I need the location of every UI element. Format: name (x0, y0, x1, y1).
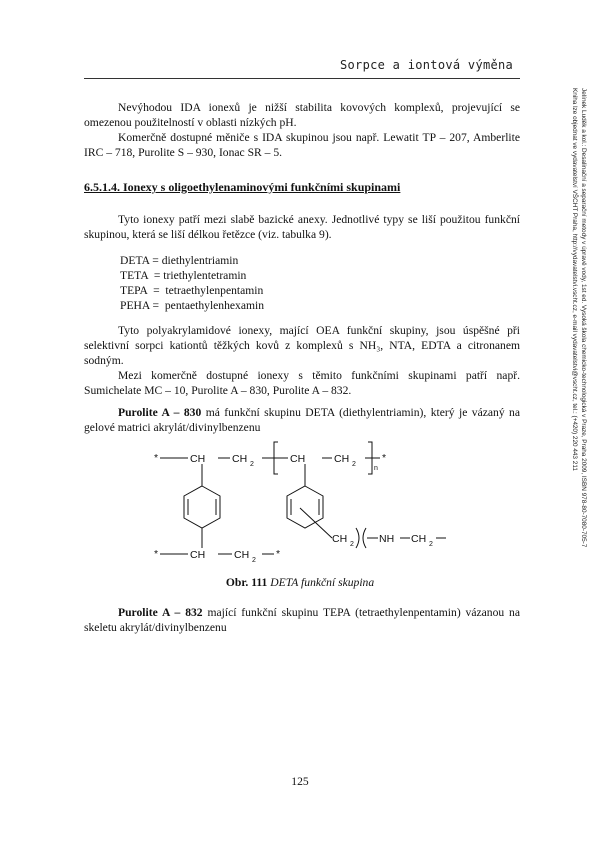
abbreviation: DETA (120, 254, 150, 267)
subscript-2: 2 (352, 461, 356, 468)
product-name-a830: Purolite A – 830 (118, 406, 202, 419)
paragraph-commercial-oea: Mezi komerčně dostupné ionexy s těmito funkčními skupinami patří např. Sumichelate MC – 10, Purolite A – 830, Purolite A – 832. (84, 369, 520, 397)
paragraph-ida-drawback: Nevýhodou IDA ionexů je nižší stabilita kovových komplexů, projevující se omezenou použitelností v oblasti nízkých pH. (84, 101, 520, 129)
header-rule (84, 78, 520, 79)
abbreviation: PEHA (120, 299, 150, 312)
abbreviation-separator: = (147, 284, 166, 297)
section-heading: 6.5.1.4. Ionexy s oligoethylenaminovými funkčními skupinami (84, 180, 401, 194)
abbreviation-meaning: triethylentetramin (163, 269, 247, 282)
atom-ch2: CH (234, 549, 250, 561)
subscript-2: 2 (350, 541, 354, 548)
atom-ch: CH (290, 453, 306, 465)
abbreviation-list (120, 253, 264, 313)
atom-ch2: CH (411, 533, 427, 545)
paragraph-anion-exchangers: Tyto ionexy patří mezi slabě bazické anexy. Jednotlivé typy se liší použitou funkční skupinou, která se liší délkou řetězce (viz. tabulka 9). (84, 213, 520, 241)
page-number: 125 (291, 775, 309, 788)
figure-number: Obr. 111 (225, 576, 268, 589)
atom-ch2: CH (332, 533, 348, 545)
abbreviation: TETA (120, 269, 149, 282)
paragraph-purolite-a832-text: mající funkční skupinu TEPA (tetraethylenpentamin) vázanou na skeletu akrylát/divinylbenzenu (84, 606, 520, 634)
paragraph-purolite-a830-text: má funkční skupinu DETA (diethylentriamin), který je vázaný na gelové matrici akrylát/divinylbenzenu (84, 406, 520, 434)
abbreviation-separator: = (149, 254, 162, 267)
subscript-2: 2 (429, 541, 433, 548)
atom-ch: CH (190, 549, 206, 561)
subscript-2: 2 (250, 461, 254, 468)
abbreviation-separator: = (148, 269, 164, 282)
running-head: Sorpce a iontová výměna (340, 58, 514, 72)
paragraph-purolite-a832 (84, 605, 520, 635)
abbreviation-meaning: diethylentriamin (161, 254, 239, 267)
atom-ch: CH (190, 453, 206, 465)
abbreviation-separator: = (149, 299, 165, 312)
figure-title: DETA funkční skupina (270, 576, 375, 589)
atom-ch2: CH (232, 453, 248, 465)
product-name-a832: Purolite A – 832 (118, 606, 203, 619)
chain-end-star: * (154, 452, 159, 464)
abbreviation-item (120, 283, 264, 298)
deta-structure-figure (120, 430, 450, 580)
abbreviation-meaning: tetraethylenpentamin (165, 284, 264, 297)
paragraph-ida-commercial: Komerčně dostupné měniče s IDA skupinou jsou např. Lewatit TP – 207, Amberlite IRC – 718, Purolite S – 930, Ionac SR – 5. (84, 131, 520, 159)
figure-caption (0, 576, 600, 589)
paragraph-polyacrylamide: Tyto polyakrylamidové ionexy, mající OEA funkční skupiny, jsou úspěšné při selektivní sorpci kationtů těžkých kovů z komplexů s NH₃, NTA, EDTA a citronanem sodným. (84, 324, 520, 367)
chain-end-star: * (382, 452, 387, 464)
atom-nh: NH (379, 533, 395, 545)
chain-end-star: * (154, 548, 159, 560)
abbreviation-item (120, 253, 264, 268)
chain-end-star: * (276, 548, 281, 560)
side-note-line-1: Jelínek Luděk a kol.: Desalinační a separační metody v úpravě vody, 1st ed. Vysoká škola chemicko-technologická v Praze, Praha 2009, ISBN 978-80-7080-705-7 (580, 88, 587, 548)
abbreviation: TEPA (120, 284, 148, 297)
repeat-unit-n: n (374, 465, 378, 472)
subscript-2: 2 (252, 557, 256, 564)
atom-ch2: CH (334, 453, 350, 465)
side-note-line-2: Kniha lze objednat ve vydavatelství VŠCHT Praha, http://vydavatelstvi.vscht.cz, e-mail vydavatelstvi@vscht.cz, tel.: (+420) 220 443 211 (571, 88, 578, 471)
side-note (568, 88, 588, 648)
abbreviation-item (120, 298, 264, 313)
abbreviation-meaning: pentaethylenhexamin (164, 299, 265, 312)
abbreviation-item (120, 268, 264, 283)
